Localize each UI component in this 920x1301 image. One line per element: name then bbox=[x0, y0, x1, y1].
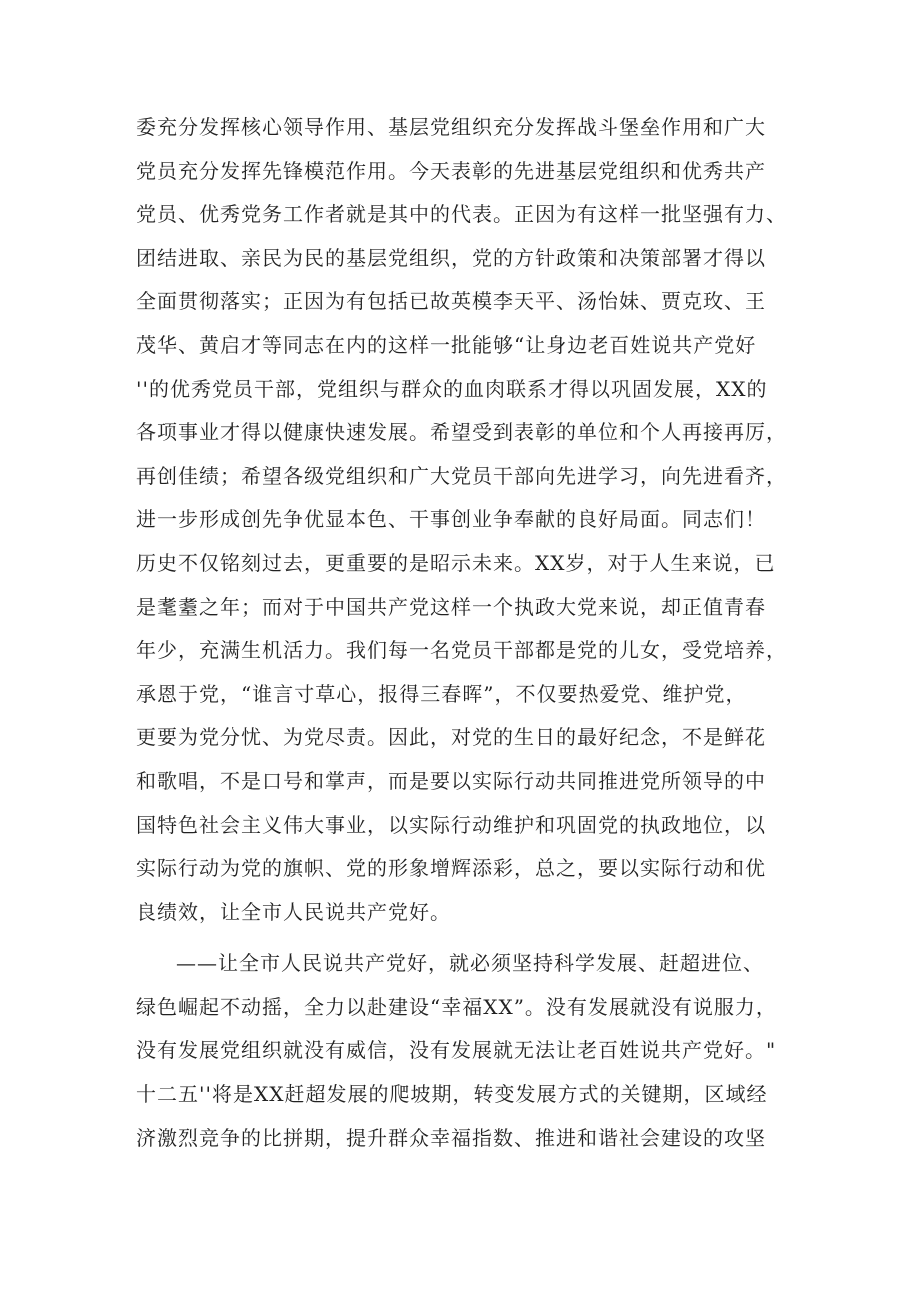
text-line: 良绩效，让全市人民说共产党好。 bbox=[136, 899, 451, 924]
text-line: 进一步形成创先争优显本色、干事创业争奉献的良好局面。同志们！ bbox=[136, 507, 766, 532]
text-line: ''的优秀党员干部，党组织与群众的血肉联系才得以巩固发展，XX的 bbox=[136, 376, 768, 401]
text-line: 是耄耋之年；而对于中国共产党这样一个执政大党来说，却正值青春 bbox=[136, 594, 766, 619]
text-line: 团结进取、亲民为民的基层党组织，党的方针政策和决策部署才得以 bbox=[136, 245, 766, 270]
text-line: 更要为党分忧、为党尽责。因此，对党的生日的最好纪念，不是鲜花 bbox=[136, 725, 766, 750]
text-line: 全面贯彻落实；正因为有包括已故英模李天平、汤怡妹、贾克玫、王 bbox=[136, 289, 766, 314]
text-line: 党员充分发挥先锋模范作用。今天表彰的先进基层党组织和优秀共产 bbox=[136, 158, 766, 183]
text-line: 实际行动为党的旗帜、党的形象增辉添彩，总之，要以实际行动和优 bbox=[136, 856, 766, 881]
paragraph-spacer bbox=[136, 934, 800, 942]
text-line: 再创佳绩；希望各级党组织和广大党员干部向先进学习，向先进看齐， bbox=[136, 463, 787, 488]
paragraph-2 bbox=[136, 942, 800, 1160]
text-line: 各项事业才得以健康快速发展。希望受到表彰的单位和个人再接再厉， bbox=[136, 420, 787, 445]
text-line: 济激烈竞争的比拼期，提升群众幸福指数、推进和谐社会建设的攻坚 bbox=[136, 1125, 766, 1150]
document-body bbox=[136, 106, 800, 1160]
text-line: 年少，充满生机活力。我们每一名党员干部都是党的儿女，受党培养， bbox=[136, 638, 787, 663]
text-line: 十二五''将是XX赶超发展的爬坡期，转变发展方式的关键期，区域经 bbox=[136, 1082, 768, 1107]
text-line: 茂华、黄启才等同志在内的这样一批能够“让身边老百姓说共产党好 bbox=[136, 332, 757, 357]
text-line: 绿色崛起不动摇，全力以赴建设“幸福XX”。没有发展就没有说服力， bbox=[136, 994, 777, 1019]
text-line: 和歌唱，不是口号和掌声，而是要以实际行动共同推进党所领导的中 bbox=[136, 768, 766, 793]
text-line: 国特色社会主义伟大事业，以实际行动维护和巩固党的执政地位，以 bbox=[136, 812, 766, 837]
text-line: 党员、优秀党务工作者就是其中的代表。正因为有这样一批坚强有力、 bbox=[136, 202, 787, 227]
paragraph-1 bbox=[136, 106, 800, 934]
text-line: 没有发展党组织就没有威信，没有发展就无法让老百姓说共产党好。" bbox=[136, 1038, 777, 1063]
text-line: 历史不仅铭刻过去，更重要的是昭示未来。XX岁，对于人生来说，已 bbox=[136, 550, 776, 575]
text-line: 委充分发挥核心领导作用、基层党组织充分发挥战斗堡垒作用和广大 bbox=[136, 115, 766, 139]
text-line: 承恩于党，“谁言寸草心，报得三春晖”，不仅要热爱党、维护党， bbox=[136, 681, 747, 706]
text-line: ——让全市人民说共产党好，就必须坚持科学发展、赶超进位、 bbox=[176, 951, 764, 976]
